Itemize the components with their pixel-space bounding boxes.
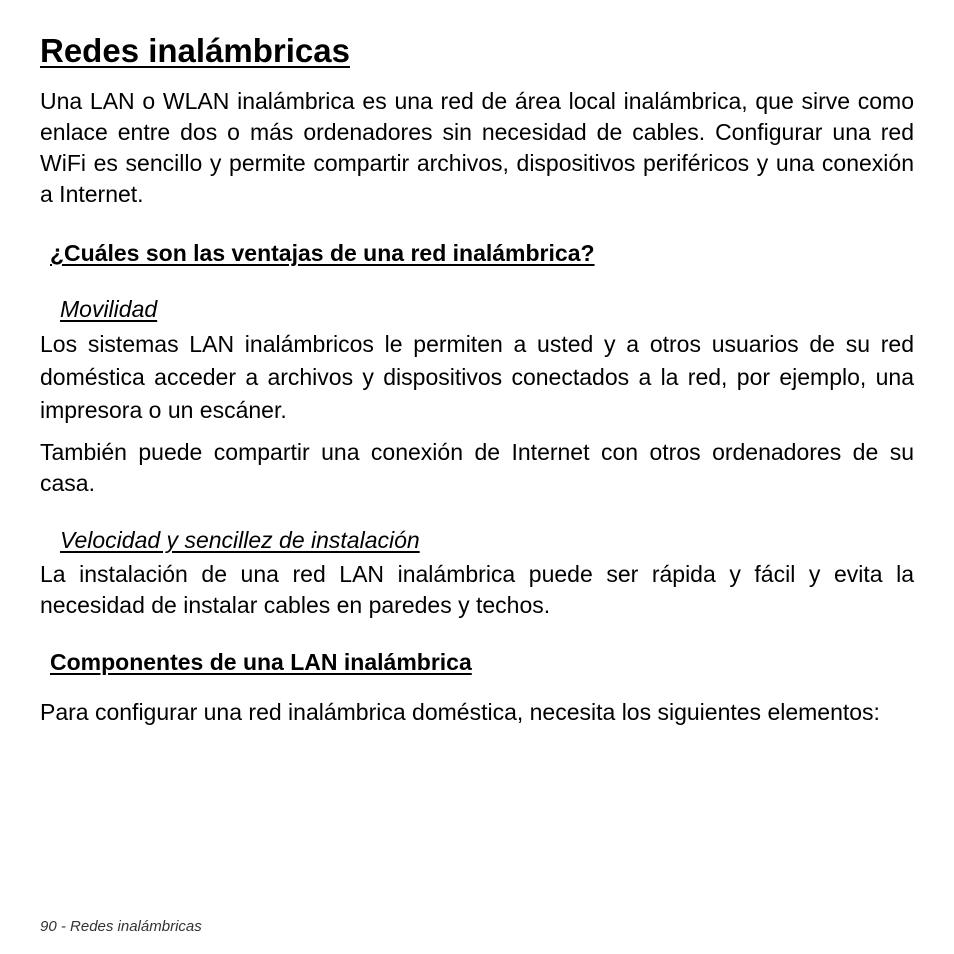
subsection-heading-mobility: Movilidad: [60, 296, 158, 322]
page-footer: 90 - Redes inalámbricas: [40, 918, 202, 935]
section-heading-components: Componentes de una LAN inalámbrica: [50, 649, 472, 675]
document-page: [40, 30, 914, 728]
mobility-paragraph-1: Los sistemas LAN inalámbricos le permiten a usted y a otros usuarios de su red doméstica acceder a archivos y dispositivos conectados a la red, por ejemplo, una impresora o un escáner.: [40, 331, 914, 423]
intro-paragraph: Una LAN o WLAN inalámbrica es una red de área local inalámbrica, que sirve como enlace entre dos o más ordenadores sin necesidad de cables. Configurar una red WiFi es sencillo y permite compartir archivos, dispositivos periféricos y una conexión a Internet.: [40, 88, 914, 207]
subsection-heading-speed: Velocidad y sencillez de instalación: [60, 527, 420, 553]
components-paragraph: Para configurar una red inalámbrica doméstica, necesita los siguientes elementos:: [40, 699, 880, 725]
mobility-paragraph-2: También puede compartir una conexión de Internet con otros ordenadores de su casa.: [40, 439, 914, 496]
page-title: Redes inalámbricas: [40, 32, 350, 69]
section-heading-advantages: ¿Cuáles son las ventajas de una red inalámbrica?: [50, 240, 595, 266]
speed-paragraph: La instalación de una red LAN inalámbrica puede ser rápida y fácil y evita la necesidad de instalar cables en paredes y techos.: [40, 561, 914, 618]
